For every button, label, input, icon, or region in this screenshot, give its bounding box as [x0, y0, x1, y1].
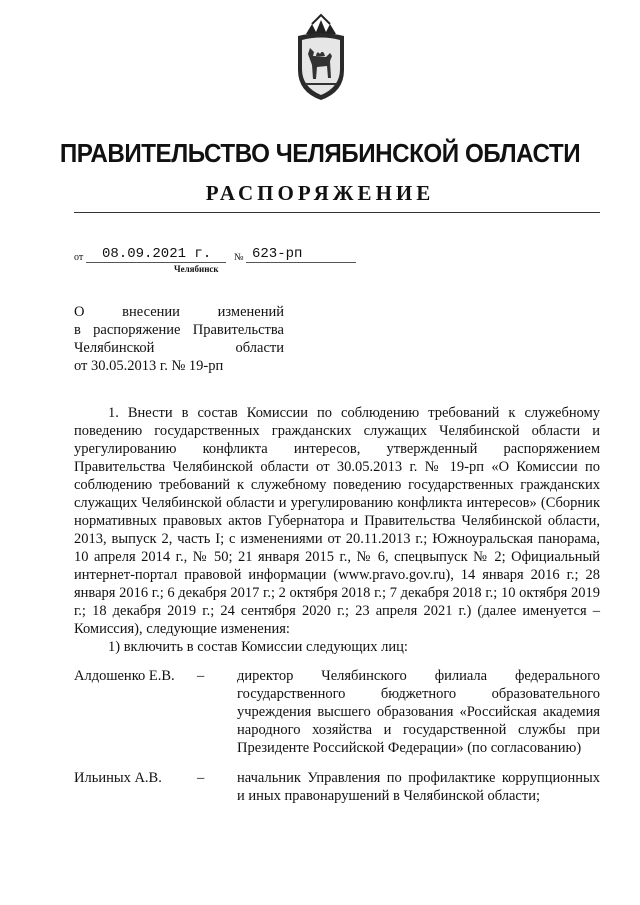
number-underline [246, 262, 356, 263]
from-label: от [74, 252, 84, 263]
number-label: № [234, 252, 244, 263]
member-position: начальник Управления по профилактике коррупционных и иных правонарушений в Челябинской области; [237, 770, 600, 804]
subject-line: от 30.05.2013 г. № 19-рп [74, 358, 224, 374]
member-list [74, 667, 600, 817]
body-sub-item: 1) включить в состав Комиссии следующих лиц: [108, 639, 408, 655]
subject-line: Челябинской области [74, 340, 284, 356]
header-divider [74, 212, 600, 213]
date-underline [86, 262, 226, 263]
member-entry [74, 769, 600, 805]
member-dash: – [197, 770, 205, 786]
member-name: Алдошенко Е.В. [74, 668, 175, 684]
document-subject [74, 303, 284, 375]
member-position: директор Челябинского филиала федерального государственного бюджетного образовательного учреждения высшего образования «Российская академия народного хозяйства и государственной службы при Президенте Российской Федерации» (по согласованию) [237, 668, 600, 756]
subject-line: в распоряжение Правительства [74, 322, 284, 338]
document-type: РАСПОРЯЖЕНИЕ [205, 181, 435, 205]
document-body [74, 404, 600, 656]
member-entry [74, 667, 600, 757]
document-date: 08.09.2021 г. [102, 246, 212, 262]
organization-title: ПРАВИТЕЛЬСТВО ЧЕЛЯБИНСКОЙ ОБЛАСТИ [59, 138, 581, 168]
coat-of-arms-icon [290, 12, 352, 102]
city-label: Челябинск [174, 264, 219, 274]
subject-line: О внесении изменений [74, 304, 284, 320]
member-name: Ильиных А.В. [74, 770, 162, 786]
document-number: 623-рп [252, 246, 303, 262]
body-paragraph: 1. Внести в состав Комиссии по соблюдению требований к служебному поведению государственных гражданских служащих Челябинской области и урегулированию конфликта интересов, утвержденный распоряжением Правительства Челябинской области от 30.05.2013 г. № 19-рп «О Комиссии по соблюдению требований к служебному поведению государственных гражданских служащих Челябинской области и урегулированию конфликта интересов» (Сборник нормативных правовых актов Губернатора и Правительства Челябинской области, 2013, выпуск 2, часть I; с изменениями от 20.11.2013 г.; Южноуральская панорама, 10 апреля 2014 г., № 50; 21 января 2015 г., № 6, спецвыпуск № 2; Официальный интернет-портал правовой информации (www.pravo.gov.ru), 14 января 2016 г.; 28 января 2016 г.; 6 декабря 2017 г.; 2 октября 2018 г.; 7 декабря 2018 г.; 10 октября 2019 г.; 18 декабря 2019 г.; 24 сентября 2020 г.; 23 апреля 2021 г.) (далее именуется – Комиссия), следующие изменения: [74, 405, 600, 637]
member-dash: – [197, 668, 205, 684]
